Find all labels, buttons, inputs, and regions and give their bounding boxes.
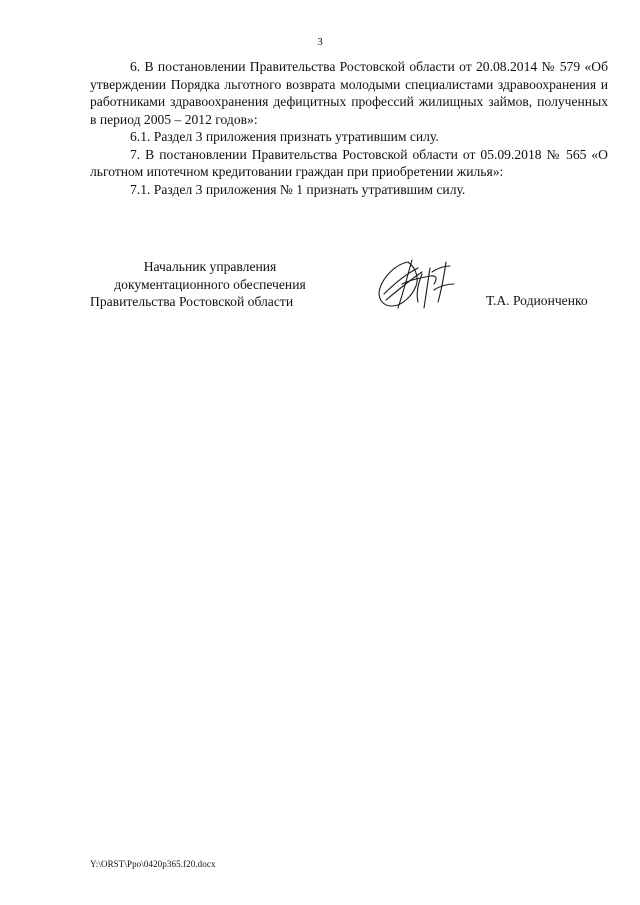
paragraph-7-1: 7.1. Раздел 3 приложения № 1 признать утратившим силу.	[130, 181, 466, 197]
position-line-2: документационного обеспечения	[114, 276, 306, 292]
paragraph-7: 7. В постановлении Правительства Ростовской области от 05.09.2018 № 565 «О льготном ипотечном кредитовании граждан при приобретении жилья»:	[90, 146, 608, 179]
file-path: Y:\ORST\Ppo\0420p365.f20.docx	[90, 859, 216, 869]
signer-name: Т.А. Родионченко	[486, 293, 588, 308]
paragraph-6: 6. В постановлении Правительства Ростовской области от 20.08.2014 № 579 «Об утверждении Порядка льготного возврата молодыми специалистами здравоохранения и работниками здравоохранения дефицитных профессий жилищных займов, полученных в период 2005 – 2012 годов»:	[90, 59, 608, 127]
page-number: 3	[317, 36, 323, 48]
handwritten-signature-icon	[372, 254, 464, 316]
position-line-3: Правительства Ростовской области	[90, 294, 294, 309]
signer-position	[90, 258, 330, 311]
paragraph-6-1: 6.1. Раздел 3 приложения признать утратившим силу.	[130, 129, 439, 144]
document-body	[90, 58, 608, 198]
position-line-1: Начальник управления	[143, 259, 277, 274]
